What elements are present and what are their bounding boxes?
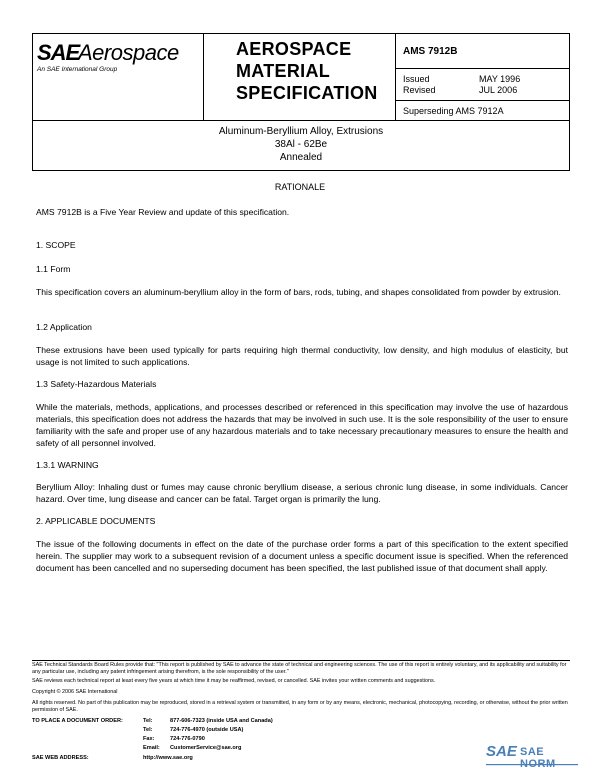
- issued-date: MAY 1996: [479, 74, 521, 84]
- footer-rules-text: SAE Technical Standards Board Rules provide that: "This report is published by SAE to advance the state of technical and engineering sciences. The use of this report is entirely voluntary, and its applicability and suitability for any particular use, including any patent infringement arising therefrom, is the sole responsibility of the user.": [32, 662, 567, 675]
- header-rule-2: [395, 100, 569, 101]
- footer-rights-text: All rights reserved. No part of this publication may be reproduced, stored in a retrieval system or transmitted, in any form or by any means, electronic, mechanical, photocopying, recording, or otherwise, without the prior written permission of SAE.: [32, 700, 568, 713]
- section-1-heading: 1. SCOPE: [36, 240, 76, 250]
- sae-norm-logo: [486, 743, 578, 771]
- section-1-3-heading: 1.3 Safety-Hazardous Materials: [36, 379, 157, 389]
- order-label: TO PLACE A DOCUMENT ORDER:: [32, 718, 123, 724]
- section-1-3-1-heading: 1.3.1 WARNING: [36, 460, 99, 470]
- title-composition: 38Al - 62Be: [274, 139, 328, 150]
- tel-outside: 724-776-4970 (outside USA): [170, 727, 244, 733]
- title-material: MATERIAL: [236, 61, 331, 81]
- section-1-1-heading: 1.1 Form: [36, 264, 71, 274]
- footer-review-text: SAE reviews each technical report at least every five years at which time it may be reaffirmed, revised, or cancelled. SAE invites your written comments and suggestions.: [32, 678, 436, 684]
- section-1-3-1-text: Beryllium Alloy: Inhaling dust or fumes may cause chronic beryllium disease, a serious chronic lung disease, in some individuals. Cancer hazard. Over time, lung disease and cancer can be fatal. Target organ is primarily the lung.: [36, 482, 568, 504]
- email-label: Email:: [143, 745, 160, 751]
- tel-inside: 877-606-7323 (inside USA and Canada): [170, 718, 273, 724]
- aerospace-logo-text: Aerospace: [78, 40, 179, 65]
- section-1-2-text: These extrusions have been used typically for parts requiring high thermal conductivity, low density, and high modulus of elasticity, but usage is not limited to such applications.: [36, 345, 568, 367]
- norm-logo-text: SAE NORM: [520, 746, 556, 770]
- header-divider-right: [395, 34, 396, 120]
- section-1-2-heading: 1.2 Application: [36, 322, 92, 332]
- fax-number: 724-776-0790: [170, 736, 205, 742]
- sae-logo-text: SAE: [37, 40, 80, 65]
- header-box: [32, 33, 570, 121]
- tel-label-2: Tel:: [143, 727, 153, 733]
- title-block: [32, 121, 570, 171]
- rationale-heading: RATIONALE: [274, 182, 326, 192]
- header-rule-1: [395, 68, 569, 69]
- logo-subtitle: An SAE International Group: [37, 66, 118, 73]
- rationale-text: AMS 7912B is a Five Year Review and update of this specification.: [36, 207, 290, 217]
- header-divider-left: [203, 34, 204, 120]
- title-specification: SPECIFICATION: [236, 83, 378, 103]
- section-2-heading: 2. APPLICABLE DOCUMENTS: [36, 516, 156, 526]
- doc-number: AMS 7912B: [403, 46, 458, 57]
- web-label: SAE WEB ADDRESS:: [32, 755, 89, 761]
- fax-label: Fax:: [143, 736, 155, 742]
- revised-label: Revised: [403, 85, 436, 95]
- footer-copyright: Copyright © 2006 SAE International: [32, 689, 118, 695]
- section-1-3-text: While the materials, methods, applications, and processes described or referenced in this specification may involve the use of hazardous materials, this specification does not address the hazards that may be involved in such use. It is the sole responsibility of the user to ensure familiarity with the safe and proper use of any hazardous materials and to take necessary precautionary measures to ensure the health and safety of all personnel involved.: [36, 402, 568, 448]
- issued-label: Issued: [403, 74, 430, 84]
- title-material-name: Aluminum-Beryllium Alloy, Extrusions: [218, 126, 384, 137]
- title-condition: Annealed: [279, 152, 323, 163]
- section-2-text: The issue of the following documents in effect on the date of the purchase order forms a part of this specification to the extent specified herein. The supplier may work to a subsequent revision of a document unless a specific document issue is specified. When the referenced document has been cancelled and no superseding document has been specified, the last published issue of that document shall apply.: [36, 539, 568, 573]
- title-aerospace: AEROSPACE: [236, 39, 352, 59]
- email-link[interactable]: CustomerService@sae.org: [170, 745, 242, 751]
- tel-label: Tel:: [143, 718, 153, 724]
- revised-date: JUL 2006: [479, 85, 518, 95]
- web-link[interactable]: http://www.sae.org: [143, 755, 193, 761]
- superseding-note: Superseding AMS 7912A: [403, 106, 504, 116]
- section-1-1-text: This specification covers an aluminum-beryllium alloy in the form of bars, rods, tubing, and shapes consolidated from powder by extrusion.: [36, 287, 561, 297]
- norm-logo-sae: SAE: [486, 743, 517, 760]
- footer-rule: [32, 660, 570, 661]
